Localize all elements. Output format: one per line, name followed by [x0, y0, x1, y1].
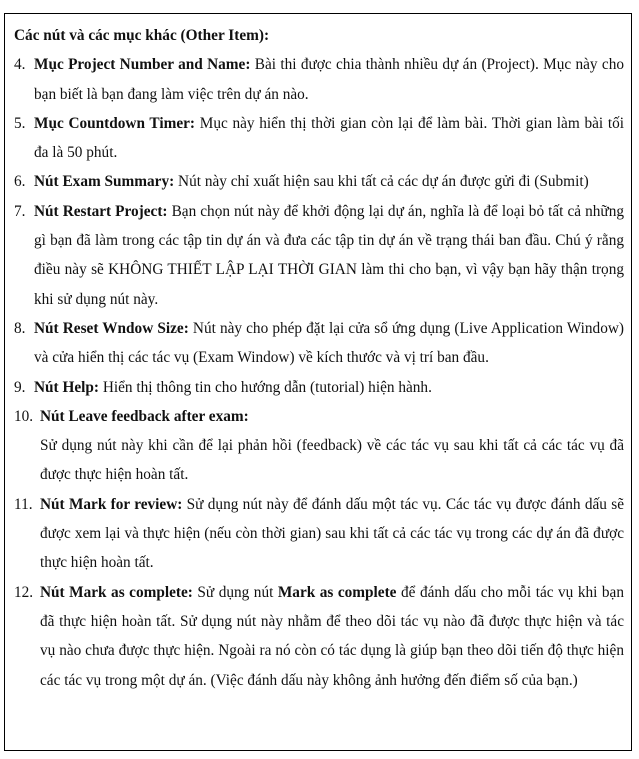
list-item-countdown-timer	[14, 109, 624, 168]
item-number: 4.	[14, 56, 26, 74]
item-term: Nút Reset Wndow Size:	[34, 319, 189, 337]
item-term: Nút Help:	[34, 378, 100, 396]
item-text: để đánh dấu cho mỗi tác vụ khi bạn đã thực hiện hoàn tất. Sử dụng nút này nhằm để theo dõi tác vụ nào đã được thực hiện và tác vụ nào chưa được thực hiện. Ngoài ra nó còn có tác dụng là giúp bạn theo dõi tiến độ thực hiện các tác vụ trong một dự án. (Việc đánh dấu này không ảnh hưởng đến điểm số của bạn.)	[40, 583, 624, 689]
list-item-restart-project	[14, 197, 624, 314]
list-item-mark-for-review	[14, 490, 624, 578]
document-body	[14, 21, 624, 695]
list-item-leave-feedback	[14, 402, 624, 490]
item-term: Mục Project Number and Name:	[34, 56, 251, 74]
item-term: Nút Mark for review:	[40, 495, 183, 513]
item-list	[14, 50, 624, 695]
item-text: Nút này cho phép đặt lại cửa sổ ứng dụng (Live Application Window) và cửa hiển thị các tác vụ (Exam Window) về kích thước và vị trí ban đầu.	[34, 319, 624, 367]
item-number: 8.	[14, 319, 26, 337]
item-text: Sử dụng nút này để đánh dấu một tác vụ. Các tác vụ được đánh dấu sẽ được xem lại và thực hiện (nếu còn thời gian) sau khi tất cả các tác vụ trong các dự án đã được thực hiện hoàn tất.	[40, 495, 624, 572]
item-term: Mục Countdown Timer:	[34, 114, 195, 132]
item-text: Bạn chọn nút này để khởi động lại dự án, nghĩa là để loại bỏ tất cả những gì bạn đã làm trong các tập tin dự án và đưa các tập tin dự án về trạng thái ban đầu. Chú ý rằng điều này sẽ KHÔNG THIẾT LẬP LẠI THỜI GIAN làm thi cho bạn, vì vậy bạn hãy thận trọng khi sử dụng nút này.	[34, 202, 624, 308]
item-number: 5.	[14, 114, 26, 132]
list-item-mark-as-complete	[14, 578, 624, 695]
section-heading: Các nút và các mục khác (Other Item):	[14, 27, 270, 44]
item-term: Nút Exam Summary:	[34, 173, 175, 191]
item-text: Hiển thị thông tin cho hướng dẫn (tutorial) hiện hành.	[99, 378, 432, 396]
item-term: Nút Restart Project:	[34, 202, 168, 220]
list-item-reset-window-size	[14, 314, 624, 373]
item-number: 7.	[14, 202, 26, 220]
item-term: Nút Mark as complete:	[40, 583, 193, 601]
item-inline-term: Mark as complete	[277, 583, 397, 601]
item-number: 10.	[14, 407, 34, 425]
item-text: Bài thi được chia thành nhiều dự án (Project). Mục này cho bạn biết là bạn đang làm việc trên dự án nào.	[34, 56, 624, 103]
item-text: Sử dụng nút này khi cần để lại phản hồi (feedback) về các tác vụ sau khi tất cả các tác vụ đã được thực hiện hoàn tất.	[40, 437, 624, 484]
item-text: Mục này hiển thị thời gian còn lại để làm bài. Thời gian làm bài tối đa là 50 phút.	[34, 114, 624, 162]
item-number: 11.	[14, 495, 33, 513]
list-item-help	[14, 373, 624, 402]
item-text: Sử dụng nút	[192, 583, 278, 601]
list-item-project-number	[14, 50, 624, 109]
item-text: Nút này chỉ xuất hiện sau khi tất cả các dự án được gửi đi (Submit)	[174, 173, 589, 191]
list-item-exam-summary	[14, 167, 624, 196]
item-number: 6.	[14, 173, 26, 191]
item-term: Nút Leave feedback after exam:	[40, 407, 249, 425]
item-number: 12.	[14, 583, 34, 601]
item-number: 9.	[14, 378, 26, 396]
